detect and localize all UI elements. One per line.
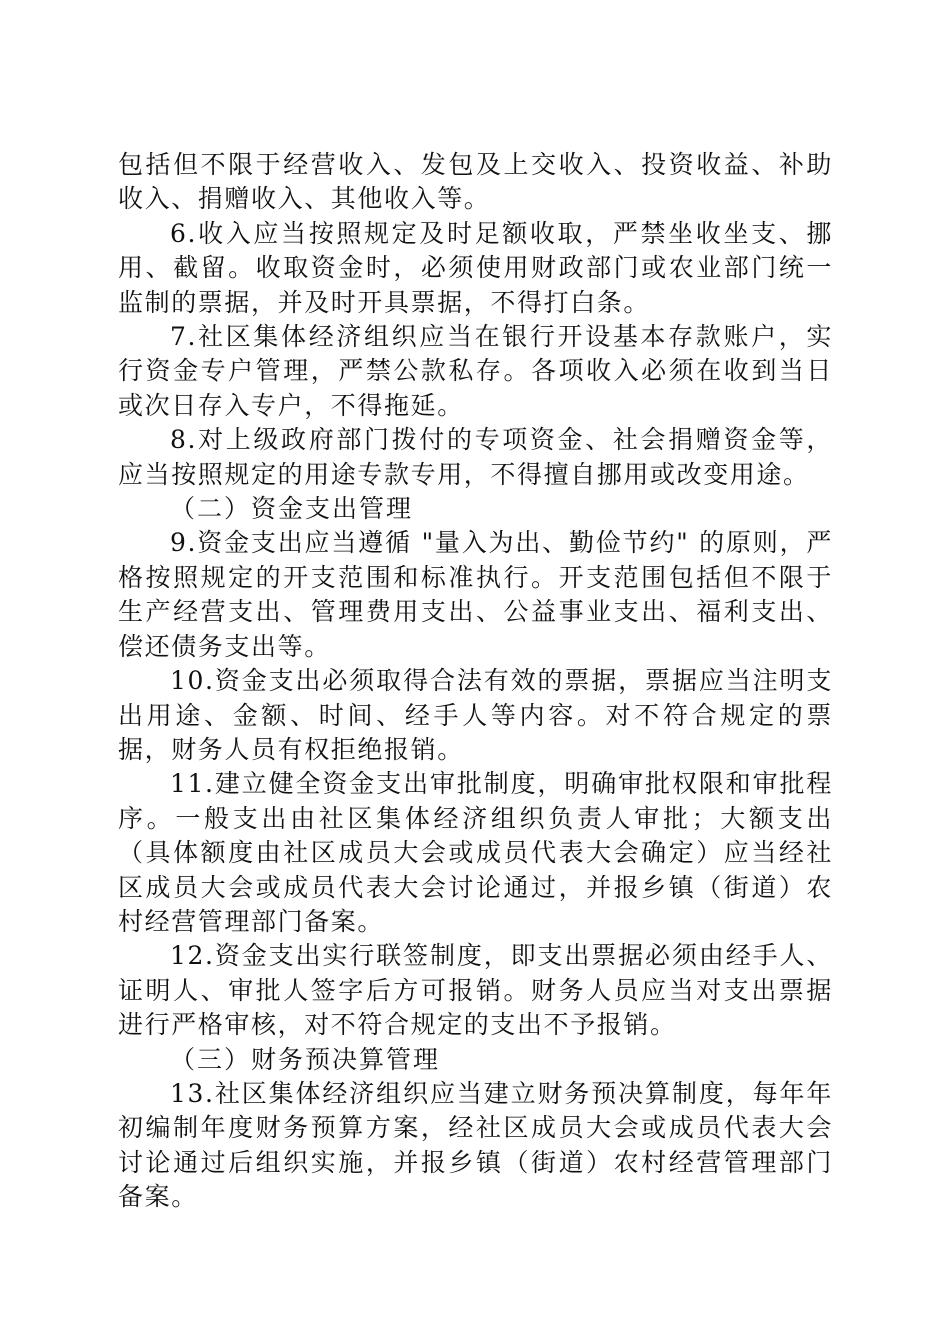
paragraph-income-scope: 包括但不限于经营收入、发包及上交收入、投资收益、补助收入、捐赠收入、其他收入等。 [118,150,833,214]
paragraph-item-11: 11.建立健全资金支出审批制度，明确审批权限和审批程序。一般支出由社区集体经济组织负责人审批；大额支出（具体额度由社区成员大会或成员代表大会确定）应当经社区成员大会或成员代表大会讨论通过，并报乡镇（街道）农村经营管理部门备案。 [118,769,833,936]
paragraph-item-8: 8.对上级政府部门拨付的专项资金、社会捐赠资金等，应当按照规定的用途专款专用，不得擅自挪用或改变用途。 [118,425,833,489]
paragraph-item-9: 9.资金支出应当遵循 "量入为出、勤俭节约" 的原则，严格按照规定的开支范围和标准执行。开支范围包括但不限于生产经营支出、管理费用支出、公益事业支出、福利支出、偿还债务支出等。 [118,528,833,661]
paragraph-item-10: 10.资金支出必须取得合法有效的票据，票据应当注明支出用途、金额、时间、经手人等内容。对不符合规定的票据，财务人员有权拒绝报销。 [118,666,833,764]
section-heading-expenditure: （二）资金支出管理 [170,494,414,524]
document-page [118,148,833,1215]
paragraph-item-6: 6.收入应当按照规定及时足额收取，严禁坐收坐支、挪用、截留。收取资金时，必须使用财政部门或农业部门统一监制的票据，并及时开具票据，不得打白条。 [118,218,833,317]
section-heading-budget: （三）财务预决算管理 [170,1044,441,1074]
paragraph-item-13: 13.社区集体经济组织应当建立财务预决算制度，每年年初编制年度财务预算方案，经社区成员大会或成员代表大会讨论通过后组织实施，并报乡镇（街道）农村经营管理部门备案。 [118,1078,833,1212]
paragraph-item-12: 12.资金支出实行联签制度，即支出票据必须由经手人、证明人、审批人签字后方可报销。财务人员应当对支出票据进行严格审核，对不符合规定的支出不予报销。 [118,941,833,1040]
paragraph-item-7: 7.社区集体经济组织应当在银行开设基本存款账户，实行资金专户管理，严禁公款私存。各项收入必须在收到当日或次日存入专户，不得拖延。 [118,322,833,420]
